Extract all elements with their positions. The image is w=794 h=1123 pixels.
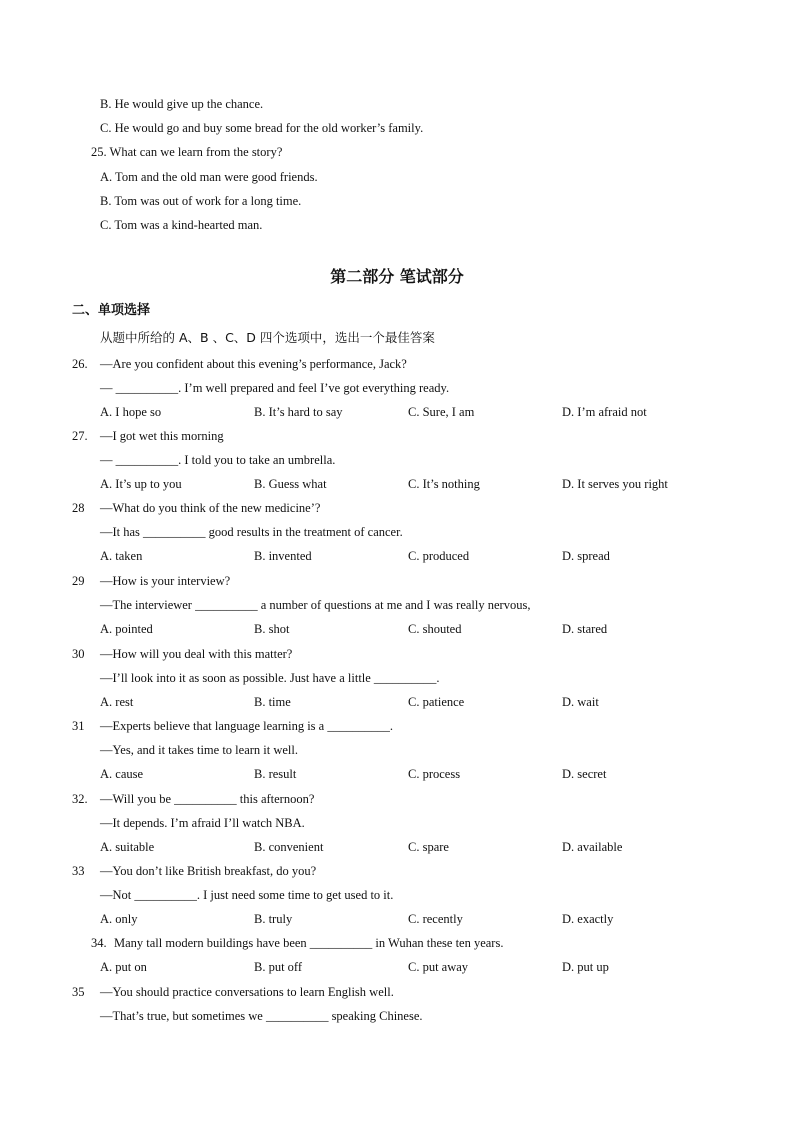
question-line: —I got wet this morning — [100, 429, 224, 443]
q25-option-a: A. Tom and the old man were good friends. — [100, 170, 318, 184]
question-number: 31 — [72, 719, 85, 733]
answer-option[interactable]: A. cause — [100, 767, 144, 781]
answer-option[interactable]: D. exactly — [562, 912, 614, 926]
answer-option[interactable]: B. invented — [254, 549, 312, 563]
answer-option[interactable]: B. truly — [254, 912, 293, 926]
question-line: Many tall modern buildings have been __________ in Wuhan these ten years. — [114, 936, 504, 950]
question-line: —You don’t like British breakfast, do you? — [100, 864, 317, 878]
question-number: 32. — [72, 792, 88, 806]
answer-option[interactable]: C. patience — [408, 695, 465, 709]
answer-option[interactable]: B. put off — [254, 960, 303, 974]
question-number: 35 — [72, 985, 85, 999]
question-line: — __________. I’m well prepared and feel I’ve got everything ready. — [100, 381, 450, 395]
question-line: —How is your interview? — [100, 574, 231, 588]
answer-option[interactable]: C. produced — [408, 549, 470, 563]
answer-option[interactable]: B. time — [254, 695, 291, 709]
answer-option[interactable]: A. It’s up to you — [100, 477, 182, 491]
answer-option[interactable]: A. suitable — [100, 840, 155, 854]
question-line: —Are you confident about this evening’s performance, Jack? — [100, 357, 407, 371]
answer-option[interactable]: C. put away — [408, 960, 469, 974]
q25-stem: 25. What can we learn from the story? — [91, 145, 283, 159]
answer-option[interactable]: B. result — [254, 767, 297, 781]
question-number: 33 — [72, 864, 85, 878]
answer-option[interactable]: B. Guess what — [254, 477, 327, 491]
answer-option[interactable]: D. stared — [562, 622, 608, 636]
question-line: — __________. I told you to take an umbrella. — [100, 453, 336, 467]
answer-option[interactable]: A. I hope so — [100, 405, 162, 419]
answer-option[interactable]: C. process — [408, 767, 461, 781]
q25-option-c: C. Tom was a kind-hearted man. — [100, 218, 263, 232]
answer-option[interactable]: D. I’m afraid not — [562, 405, 647, 419]
question-line: —Not __________. I just need some time to get used to it. — [100, 888, 394, 902]
q24-option-b: B. He would give up the chance. — [100, 97, 264, 111]
answer-option[interactable]: B. shot — [254, 622, 290, 636]
answer-option[interactable]: C. It’s nothing — [408, 477, 480, 491]
answer-option[interactable]: A. only — [100, 912, 138, 926]
q24-option-c: C. He would go and buy some bread for the old worker’s family. — [100, 121, 424, 135]
answer-option[interactable]: D. wait — [562, 695, 599, 709]
answer-option[interactable]: A. rest — [100, 695, 134, 709]
question-line: —The interviewer __________ a number of questions at me and I was really nervous, — [100, 598, 531, 612]
answer-option[interactable]: D. It serves you right — [562, 477, 668, 491]
answer-option[interactable]: B. It’s hard to say — [254, 405, 343, 419]
question-line: —Will you be __________ this afternoon? — [100, 792, 315, 806]
question-number: 34. — [91, 936, 107, 950]
answer-option[interactable]: D. put up — [562, 960, 609, 974]
question-line: —You should practice conversations to learn English well. — [100, 985, 394, 999]
section-instruction: 从题中所给的 A、B 、C、D 四个选项中，选出一个最佳答案 — [100, 330, 435, 345]
question-line: —I’ll look into it as soon as possible. Just have a little __________. — [100, 671, 440, 685]
question-number: 29 — [72, 574, 85, 588]
question-line: —That’s true, but sometimes we __________ speaking Chinese. — [100, 1009, 423, 1023]
answer-option[interactable]: A. put on — [100, 960, 147, 974]
answer-option[interactable]: C. spare — [408, 840, 449, 854]
question-line: —Experts believe that language learning is a __________. — [100, 719, 393, 733]
answer-option[interactable]: D. secret — [562, 767, 607, 781]
answer-option[interactable]: D. available — [562, 840, 623, 854]
part-title: 第二部分 笔试部分 — [330, 267, 464, 286]
answer-option[interactable]: A. pointed — [100, 622, 153, 636]
answer-option[interactable]: C. recently — [408, 912, 463, 926]
question-line: —What do you think of the new medicine’? — [100, 501, 321, 515]
q25-option-b: B. Tom was out of work for a long time. — [100, 194, 302, 208]
question-number: 27. — [72, 429, 88, 443]
question-line: —It depends. I’m afraid I’ll watch NBA. — [100, 816, 305, 830]
answer-option[interactable]: C. Sure, I am — [408, 405, 475, 419]
answer-option[interactable]: D. spread — [562, 549, 610, 563]
question-number: 26. — [72, 357, 88, 371]
answer-option[interactable]: C. shouted — [408, 622, 462, 636]
answer-option[interactable]: A. taken — [100, 549, 143, 563]
question-line: —How will you deal with this matter? — [100, 647, 293, 661]
question-number: 30 — [72, 647, 85, 661]
question-line: —Yes, and it takes time to learn it well. — [100, 743, 299, 757]
section-heading: 二、单项选择 — [72, 303, 151, 318]
answer-option[interactable]: B. convenient — [254, 840, 324, 854]
question-number: 28 — [72, 501, 85, 515]
question-line: —It has __________ good results in the treatment of cancer. — [100, 525, 403, 539]
